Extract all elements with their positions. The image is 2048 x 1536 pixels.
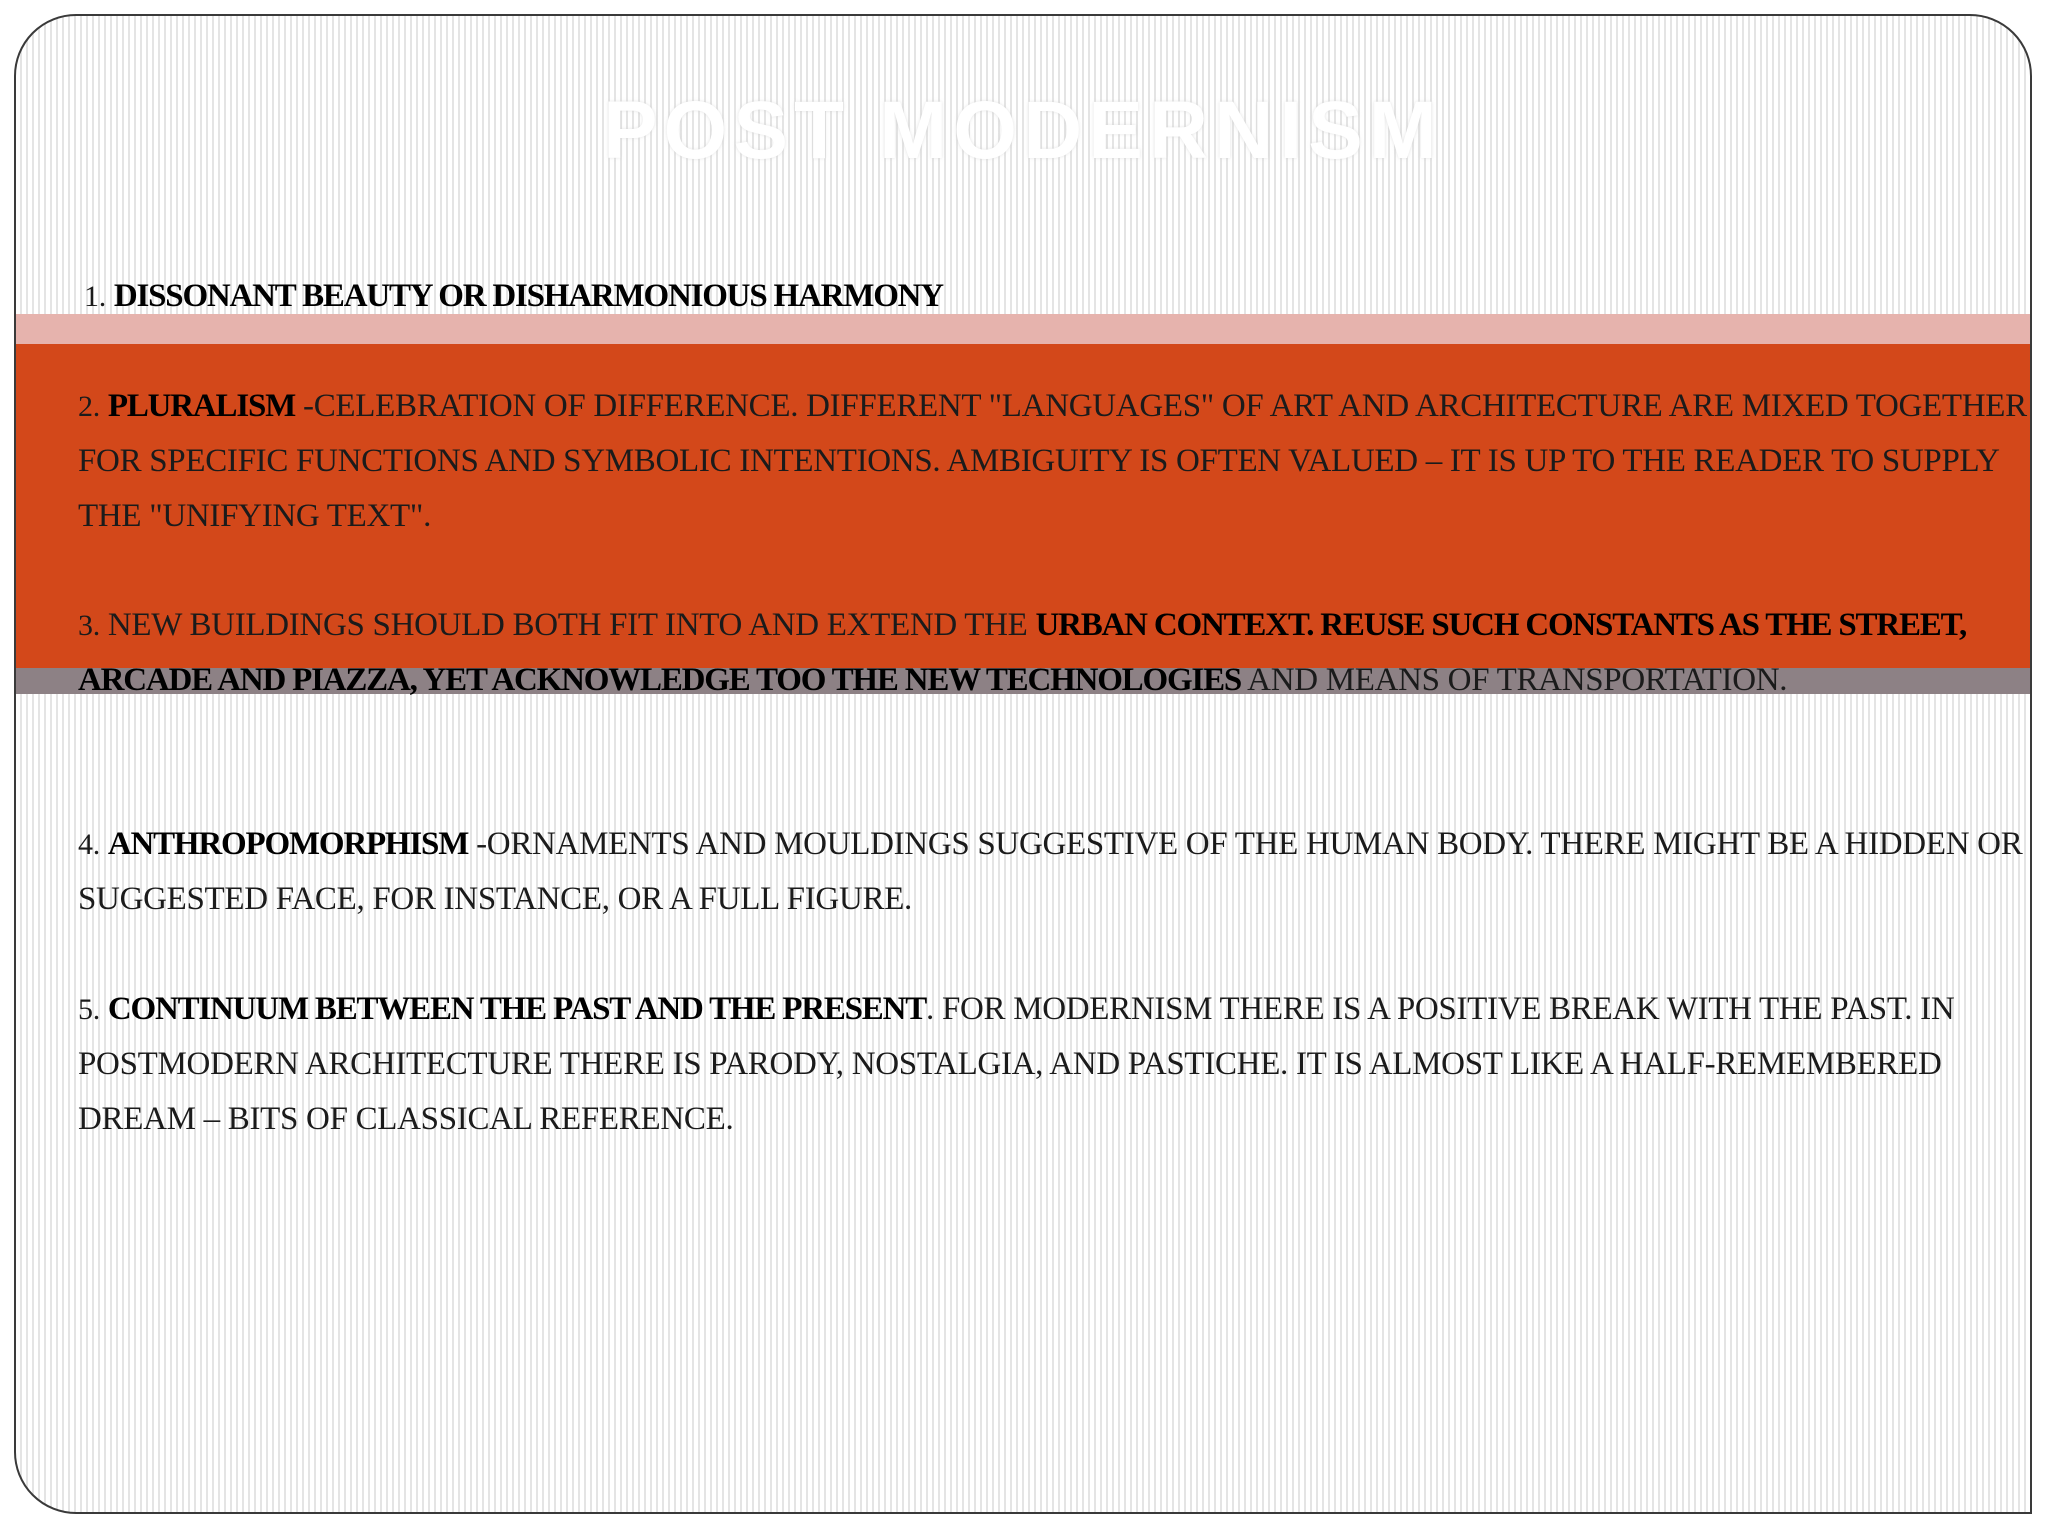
list-item-3: [78, 598, 2028, 708]
item-keyword: DISSONANT BEAUTY OR DISHARMONIOUS HARMONY: [113, 278, 943, 314]
item-keyword: PLURALISM: [107, 388, 296, 424]
list-item-5: [78, 982, 2028, 1147]
item-number: 3.: [78, 609, 100, 642]
list-item-1: [84, 269, 943, 324]
item-number: 2.: [78, 390, 100, 423]
item-number: 4.: [78, 828, 100, 861]
slide-title: POST MODERNISM: [602, 85, 1444, 176]
item-text: AND MEANS OF TRANSPORTATION.: [1241, 662, 1788, 698]
item-text-pre: NEW BUILDINGS SHOULD BOTH FIT INTO AND EXTEND THE: [107, 607, 1036, 643]
list-item-4: [78, 817, 2028, 927]
item-number: 5.: [78, 993, 100, 1026]
item-keyword: CONTINUUM BETWEEN THE PAST AND THE PRESENT: [107, 991, 927, 1027]
item-keyword: ANTHROPOMORPHISM: [107, 826, 469, 862]
item-number: 1.: [84, 280, 106, 313]
item-text: -CELEBRATION OF DIFFERENCE. DIFFERENT "LANGUAGES" OF ART AND ARCHITECTURE ARE MIXED TOGETHER FOR SPECIFIC FUNCTIONS AND SYMBOLIC INTENTIONS. AMBIGUITY IS OFTEN VALUED – IT IS UP TO THE READER TO SUPPLY THE "UNIFYING TEXT".: [78, 388, 2027, 534]
item-text: . FOR MODERNISM THERE IS A POSITIVE BREAK WITH THE PAST. IN POSTMODERN ARCHITECTURE THERE IS PARODY, NOSTALGIA, AND PASTICHE. IT IS ALMOST LIKE A HALF-REMEMBERED DREAM – BITS OF CLASSICAL REFERENCE.: [78, 991, 1955, 1137]
slide: [14, 14, 2032, 1514]
item-text: -ORNAMENTS AND MOULDINGS SUGGESTIVE OF THE HUMAN BODY. THERE MIGHT BE A HIDDEN OR SUGGESTED FACE, FOR INSTANCE, OR A FULL FIGURE.: [78, 826, 2023, 917]
item-keyword: URBAN CONTEXT. REUSE SUCH CONSTANTS AS THE STREET, ARCADE AND PIAZZA, YET ACKNOWLEDGE TOO THE NEW TECHNOLOGIES: [78, 607, 1967, 698]
list-item-2: [78, 379, 2028, 544]
